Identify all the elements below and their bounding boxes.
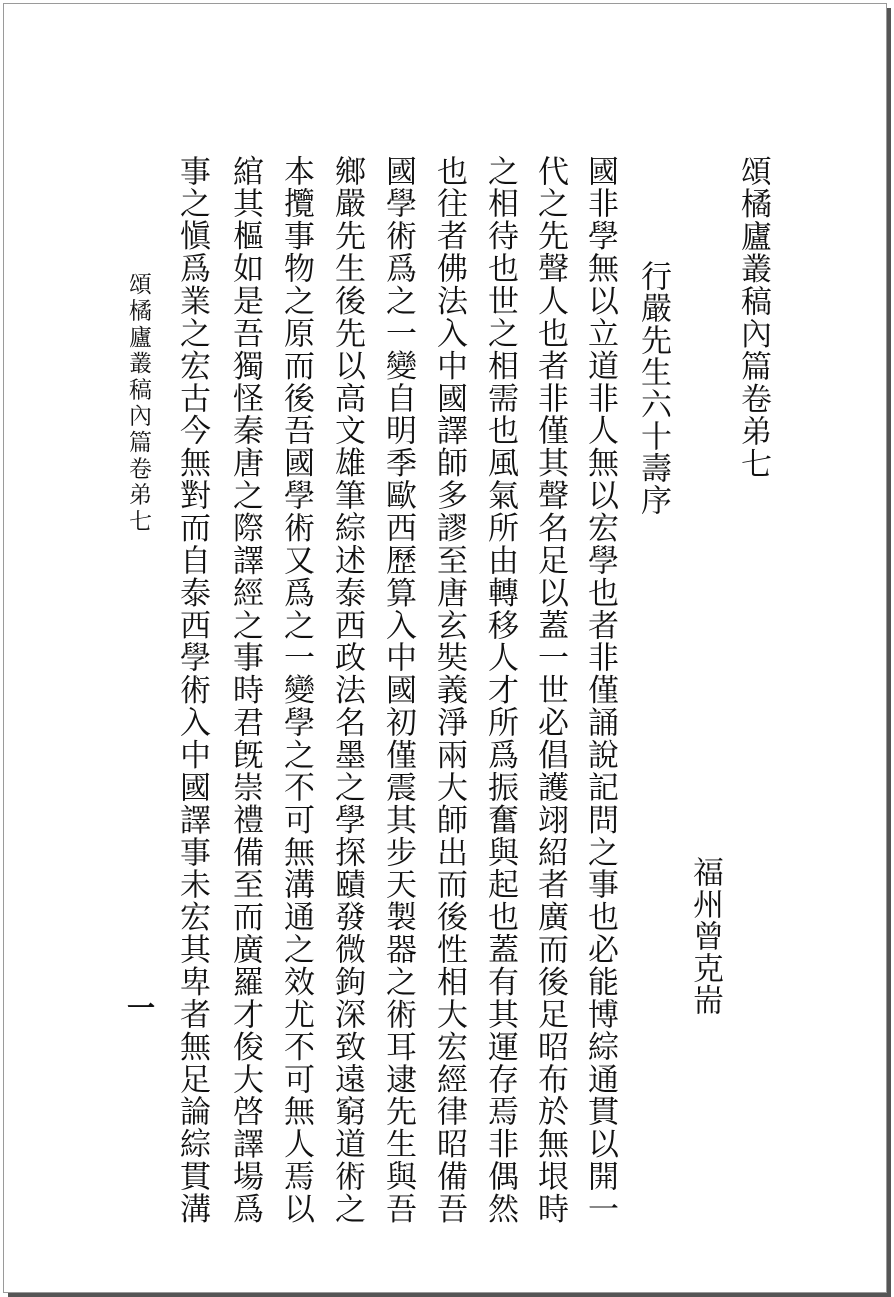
- body-column-3: 之相待也世之相需也風氣所由轉移人才所爲振奮與起也蓋有其運存焉非偶然: [482, 155, 518, 1226]
- body-column-7: 本攬事物之原而後吾國學術又爲之一變學之不可無溝通之效尤不可無人焉以: [278, 155, 314, 1226]
- page-number: 一: [123, 993, 156, 1021]
- body-column-1: 國非學無以立道非人無以宏學也者非僅誦說記問之事也必能博綜通貫以開一: [582, 155, 618, 1226]
- body-column-9: 事之愼爲業之宏古今無對而自泰西學術入中國譯事未宏其卑者無足論綜貫溝: [174, 155, 210, 1226]
- body-column-8: 綰其樞如是吾獨怪秦唐之際譯經之事時君旣崇禮備至而廣羅才俊大啓譯場爲: [227, 155, 263, 1226]
- running-title: 頌橘廬叢稿內篇卷弟七: [125, 272, 151, 535]
- body-column-4: 也往者佛法入中國譯師多謬至唐玄奘義淨兩大師出而後性相大宏經律昭備吾: [431, 155, 467, 1226]
- body-column-6: 鄉嚴先生後先以高文雄筆綜述泰西政法名墨之學探賾發微鉤深致遠窮道術之: [329, 155, 365, 1226]
- body-column-5: 國學術爲之一變自明季歐西歷算入中國初僅震其步天製器之術耳逮先生與吾: [380, 155, 416, 1226]
- page-shadow-bottom: [8, 1293, 891, 1297]
- page-shadow-right: [887, 8, 891, 1296]
- essay-title: 行嚴先生六十壽序: [635, 260, 671, 516]
- author-name: 福州曾克耑: [687, 856, 723, 1016]
- book-title: 頌橘廬叢稿內篇卷弟七: [735, 155, 771, 480]
- body-column-2: 代之先聲人也者非僅其聲名足以蓋一世必倡護翊紹者廣而後足昭布於無垠時: [532, 155, 568, 1226]
